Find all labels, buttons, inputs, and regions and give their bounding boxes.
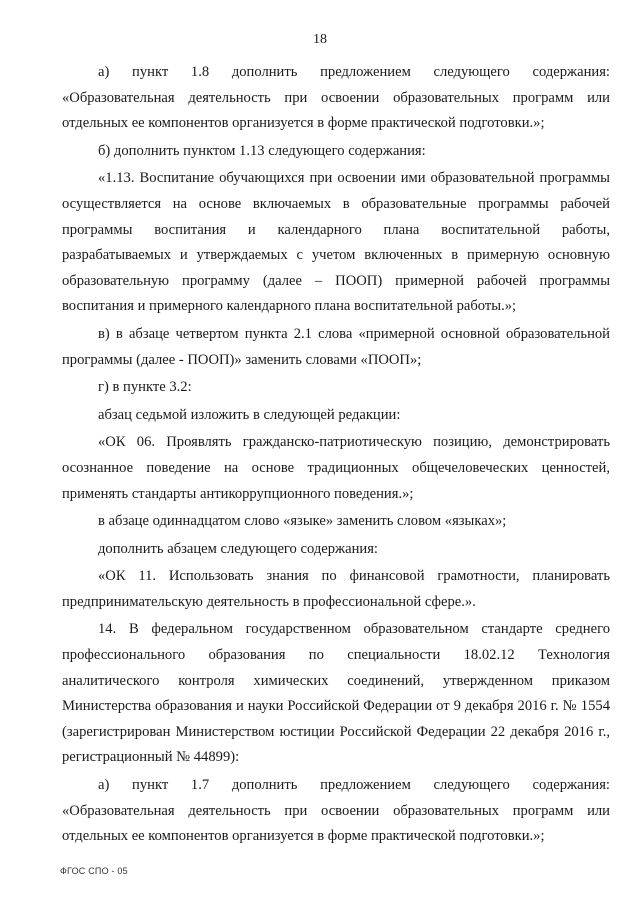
paragraph-section-14: 14. В федеральном государственном образовательном стандарте среднего профессионального образования по специальности 18.02.12 Технология аналитического контроля химических соединений, утвержденном приказом Министерства образования и науки Российской Федерации от 9 декабря 2016 г. № 1554 (зарегистрирован Министерством юстиции Российской Федерации 22 декабря 2016 г., регистрационный № 44899): bbox=[62, 621, 610, 766]
paragraph-eleventh-abzac: в абзаце одиннадцатом слово «языке» заменить словом «языках»; bbox=[98, 513, 507, 530]
paragraph-2-1-amendment: в) в абзаце четвертом пункта 2.1 слова «примерной основной образовательной программы (далее - ПООП)» заменить словами «ПООП»; bbox=[62, 325, 610, 368]
footer-code: ФГОС СПО - 05 bbox=[60, 866, 128, 876]
paragraph-3-2-heading: г) в пункте 3.2: bbox=[98, 379, 192, 396]
paragraph-add-abzac: дополнить абзацем следующего содержания: bbox=[98, 540, 378, 557]
paragraph-1-7-amendment: а) пункт 1.7 дополнить предложением следующего содержания: «Образовательная деятельность при освоении образовательных программ или отдельных ее компонентов организуется в форме практической подготовки.»; bbox=[62, 777, 610, 845]
paragraph-1-13-text: «1.13. Воспитание обучающихся при освоении ими образовательной программы осуществляется на основе включаемых в образовательные программы рабочей программы воспитания и календарного плана воспитательной работы, разрабатываемых и утверждаемых с учетом включенных в примерную основную образовательную программу (далее – ПООП) примерной рабочей программы воспитания и примерного календарного плана воспитательной работы.»; bbox=[62, 170, 610, 315]
paragraph-ok-11: «ОК 11. Использовать знания по финансовой грамотности, планировать предпринимательскую деятельность в профессиональной сфере.». bbox=[62, 568, 610, 610]
paragraph-seventh-abzac: абзац седьмой изложить в следующей редакции: bbox=[98, 406, 401, 423]
paragraph-ok-06: «ОК 06. Проявлять гражданско-патриотическую позицию, демонстрировать осознанное поведение на основе традиционных общечеловеческих ценностей, применять стандарты антикоррупционного поведения.»; bbox=[62, 434, 610, 502]
document-body bbox=[62, 60, 610, 852]
page-number: 18 bbox=[313, 32, 327, 47]
paragraph-1-8-amendment: а) пункт 1.8 дополнить предложением следующего содержания: «Образовательная деятельность при освоении образовательных программ или отдельных ее компонентов организуется в форме практической подготовки.»; bbox=[62, 64, 610, 132]
paragraph-add-1-13: б) дополнить пунктом 1.13 следующего содержания: bbox=[98, 142, 426, 159]
